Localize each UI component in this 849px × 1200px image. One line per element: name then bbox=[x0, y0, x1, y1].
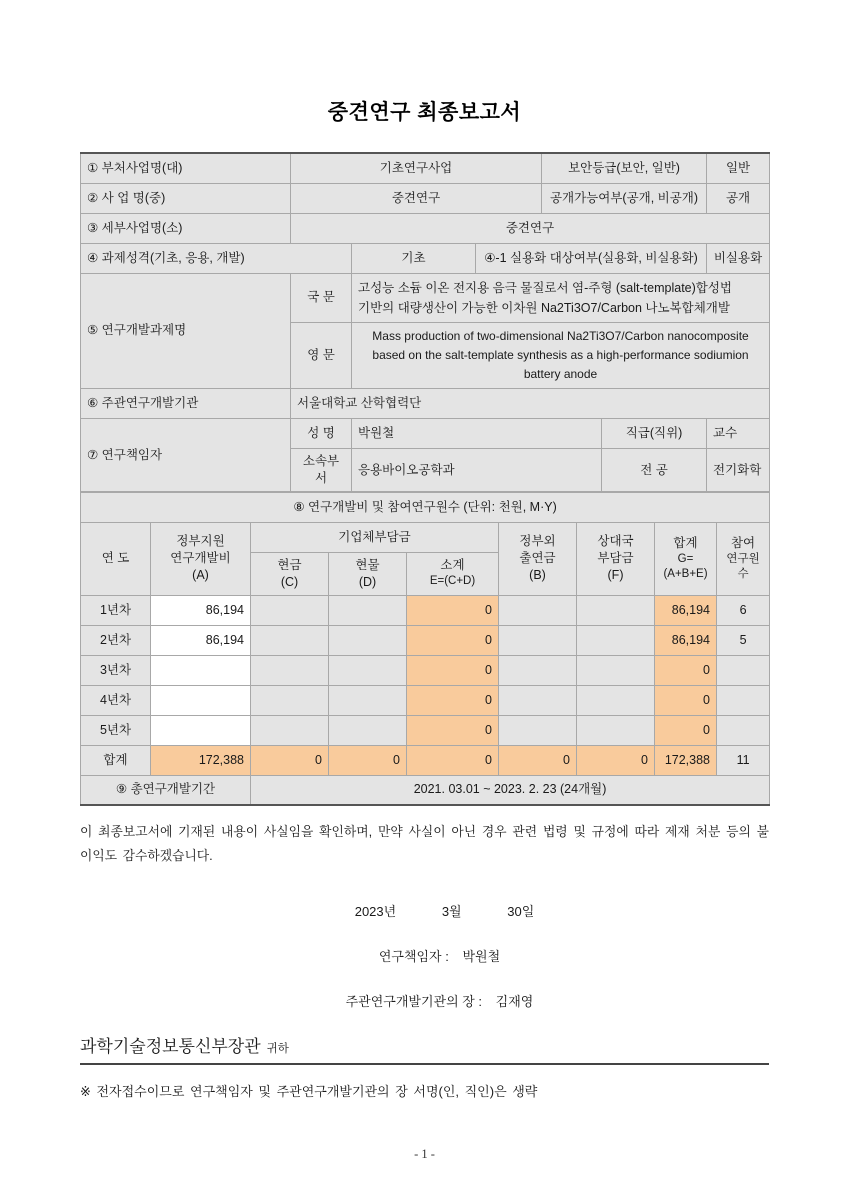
english-title-line-2: based on the salt-template synthesis as a high-performance sodiumion bbox=[372, 347, 749, 362]
row-subtotal: 0 bbox=[407, 625, 499, 655]
row-total: 0 bbox=[655, 715, 717, 745]
table-row bbox=[81, 715, 770, 745]
row-inkind bbox=[329, 595, 407, 625]
header-partner-l3: (F) bbox=[607, 568, 624, 583]
total-cash: 0 bbox=[251, 745, 329, 775]
host-organization-label: ⑥ 주관연구개발기관 bbox=[81, 389, 291, 419]
program-name-label: ② 사 업 명(중) bbox=[81, 183, 291, 213]
date-month: 3월 bbox=[441, 904, 462, 920]
header-total-l1: 합계 bbox=[673, 535, 698, 550]
header-subtotal-l2: E=(C+D) bbox=[429, 575, 476, 588]
korean-title-line-1: 고성능 소듐 이온 전지용 음극 물질로서 염-주형 (salt-template)합성법 bbox=[358, 280, 733, 295]
table-row bbox=[81, 183, 770, 213]
budget-caption: ⑧ 연구개발비 및 참여연구원수 (단위: 천원, M·Y) bbox=[81, 492, 770, 522]
row-subtotal: 0 bbox=[407, 595, 499, 625]
ministry-program-label: ① 부처사업명(대) bbox=[81, 153, 291, 183]
header-total bbox=[655, 522, 717, 595]
row-partner bbox=[577, 685, 655, 715]
row-inkind bbox=[329, 655, 407, 685]
header-subtotal-l1: 소계 bbox=[440, 558, 465, 573]
english-title-value bbox=[352, 322, 770, 389]
header-partner-l1: 상대국 bbox=[597, 534, 634, 549]
project-character-value: 기초 bbox=[352, 243, 476, 273]
table-row bbox=[81, 243, 770, 273]
english-title-line-1: Mass production of two-dimensional Na2Ti3O7/Carbon nanocomposite bbox=[372, 328, 749, 343]
subprogram-label: ③ 세부사업명(소) bbox=[81, 213, 291, 243]
table-row bbox=[81, 273, 770, 322]
project-title-label: ⑤ 연구개발과제명 bbox=[81, 273, 291, 389]
project-character-label: ④ 과제성격(기초, 응용, 개발) bbox=[81, 243, 352, 273]
header-gov-fund bbox=[151, 522, 251, 595]
pi-major-value: 전기화학 bbox=[707, 449, 770, 492]
row-total: 86,194 bbox=[655, 595, 717, 625]
header-gov-fund-l1: 정부지원 bbox=[176, 534, 225, 549]
row-total: 86,194 bbox=[655, 625, 717, 655]
confirmation-statement bbox=[80, 820, 769, 867]
row-gov-fund bbox=[151, 715, 251, 745]
research-period-label: ⑨ 총연구개발기간 bbox=[81, 775, 251, 805]
header-year: 연 도 bbox=[81, 522, 151, 595]
header-total-l2: G=(A+B+E) bbox=[663, 552, 708, 581]
pi-position-label: 직급(직위) bbox=[602, 419, 707, 449]
row-total: 0 bbox=[655, 685, 717, 715]
pi-dept-value: 응용바이오공학과 bbox=[352, 449, 602, 492]
header-nongov-l1: 정부외 bbox=[519, 534, 556, 549]
row-researchers bbox=[717, 685, 770, 715]
row-partner bbox=[577, 655, 655, 685]
header-researchers-l2: 연구원수 bbox=[726, 552, 760, 581]
total-partner: 0 bbox=[577, 745, 655, 775]
total-inkind: 0 bbox=[329, 745, 407, 775]
header-inkind-l1: 현물 bbox=[355, 557, 380, 572]
pi-major-label: 전 공 bbox=[602, 449, 707, 492]
header-researchers bbox=[717, 522, 770, 595]
header-inkind-l2: (D) bbox=[358, 574, 377, 589]
row-inkind bbox=[329, 715, 407, 745]
header-nongov-l3: (B) bbox=[529, 568, 546, 583]
row-cash bbox=[251, 655, 329, 685]
budget-total-row bbox=[81, 745, 770, 775]
electronic-submission-note: ※ 전자접수이므로 연구책임자 및 주관연구개발기관의 장 서명(인, 직인)은 생략 bbox=[80, 1084, 538, 1100]
header-cash-l2: (C) bbox=[280, 574, 299, 589]
header-cash-l1: 현금 bbox=[277, 557, 302, 572]
row-gov-fund bbox=[151, 655, 251, 685]
row-gov-fund: 86,194 bbox=[151, 595, 251, 625]
english-title-line-3: battery anode bbox=[523, 366, 598, 381]
row-year: 5년차 bbox=[81, 715, 151, 745]
korean-title-label: 국 문 bbox=[291, 273, 352, 322]
header-partner-l2: 부담금 bbox=[597, 551, 634, 566]
pi-signature-name: 박원철 bbox=[462, 949, 501, 965]
header-inkind bbox=[329, 552, 407, 595]
row-partner bbox=[577, 595, 655, 625]
research-period-value: 2021. 03.01 ~ 2023. 2. 23 (24개월) bbox=[251, 775, 770, 805]
commercialization-value: 비실용화 bbox=[707, 243, 770, 273]
date-year: 2023년 bbox=[354, 904, 397, 920]
row-inkind bbox=[329, 685, 407, 715]
row-inkind bbox=[329, 625, 407, 655]
recipient-line bbox=[80, 1032, 769, 1065]
row-year: 2년차 bbox=[81, 625, 151, 655]
header-nongov-l2: 출연금 bbox=[519, 551, 556, 566]
row-nongov bbox=[499, 595, 577, 625]
table-row bbox=[81, 625, 770, 655]
security-level-label: 보안등급(보안, 일반) bbox=[542, 153, 707, 183]
pi-signature-label: 연구책임자 : bbox=[378, 949, 449, 965]
row-cash bbox=[251, 685, 329, 715]
table-row bbox=[81, 685, 770, 715]
row-cash bbox=[251, 595, 329, 625]
table-row bbox=[81, 389, 770, 419]
statement-line-1: 이 최종보고서에 기재된 내용이 사실임을 확인하며, 만약 사실이 아닌 경우 관련 법령 및 규정에 따라 제재 bbox=[80, 824, 690, 840]
budget-table bbox=[80, 492, 770, 806]
row-nongov bbox=[499, 715, 577, 745]
security-level-value: 일반 bbox=[707, 153, 770, 183]
disclosure-label: 공개가능여부(공개, 비공개) bbox=[542, 183, 707, 213]
principal-investigator-label: ⑦ 연구책임자 bbox=[81, 419, 291, 492]
row-cash bbox=[251, 625, 329, 655]
row-gov-fund: 86,194 bbox=[151, 625, 251, 655]
subprogram-value: 중견연구 bbox=[291, 213, 770, 243]
commercialization-label: ④-1 실용화 대상여부(실용화, 비실용화) bbox=[476, 243, 707, 273]
total-subtotal: 0 bbox=[407, 745, 499, 775]
row-nongov bbox=[499, 685, 577, 715]
pi-name-value: 박원철 bbox=[352, 419, 602, 449]
org-head-signature-line bbox=[80, 991, 769, 1010]
signature-date bbox=[80, 901, 769, 920]
header-cash bbox=[251, 552, 329, 595]
row-researchers bbox=[717, 655, 770, 685]
statement-line-2: 처분 등의 불이익도 감수하겠습니다. bbox=[80, 824, 770, 863]
disclosure-value: 공개 bbox=[707, 183, 770, 213]
org-head-signature-label: 주관연구개발기관의 장 : bbox=[345, 994, 483, 1010]
pi-dept-label: 소속부서 bbox=[291, 449, 352, 492]
row-year: 1년차 bbox=[81, 595, 151, 625]
recipient-title: 과학기술정보통신부장관 bbox=[80, 1037, 261, 1057]
total-nongov: 0 bbox=[499, 745, 577, 775]
pi-signature-line bbox=[80, 946, 769, 965]
total-researchers: 11 bbox=[717, 745, 770, 775]
header-gov-fund-l2: 연구개발비 bbox=[170, 551, 231, 566]
row-nongov bbox=[499, 625, 577, 655]
pi-name-label: 성 명 bbox=[291, 419, 352, 449]
header-company-contribution: 기업체부담금 bbox=[251, 522, 499, 552]
table-row bbox=[81, 419, 770, 449]
page-title: 중견연구 최종보고서 bbox=[327, 101, 522, 124]
row-total: 0 bbox=[655, 655, 717, 685]
project-info-table bbox=[80, 152, 770, 492]
row-cash bbox=[251, 715, 329, 745]
row-researchers: 6 bbox=[717, 595, 770, 625]
row-partner bbox=[577, 625, 655, 655]
header-partner-country bbox=[577, 522, 655, 595]
row-nongov bbox=[499, 655, 577, 685]
row-year: 3년차 bbox=[81, 655, 151, 685]
budget-header-row bbox=[81, 522, 770, 552]
row-subtotal: 0 bbox=[407, 655, 499, 685]
row-year: 4년차 bbox=[81, 685, 151, 715]
header-subtotal bbox=[407, 552, 499, 595]
row-partner bbox=[577, 715, 655, 745]
table-row bbox=[81, 775, 770, 805]
korean-title-line-2: 기반의 대량생산이 가능한 이차원 Na2Ti3O7/Carbon 나노복합체개발 bbox=[358, 300, 730, 315]
program-name-value: 중견연구 bbox=[291, 183, 542, 213]
total-grand: 172,388 bbox=[655, 745, 717, 775]
row-researchers: 5 bbox=[717, 625, 770, 655]
pi-position-value: 교수 bbox=[707, 419, 770, 449]
table-row bbox=[81, 213, 770, 243]
row-gov-fund bbox=[151, 685, 251, 715]
table-row bbox=[81, 655, 770, 685]
recipient-honorific: 귀하 bbox=[266, 1043, 289, 1056]
table-row bbox=[81, 595, 770, 625]
total-row-label: 합계 bbox=[81, 745, 151, 775]
row-subtotal: 0 bbox=[407, 715, 499, 745]
budget-caption-row bbox=[81, 492, 770, 522]
english-title-label: 영 문 bbox=[291, 322, 352, 389]
org-head-signature-name: 김재영 bbox=[495, 994, 534, 1010]
ministry-program-value: 기초연구사업 bbox=[291, 153, 542, 183]
table-row bbox=[81, 153, 770, 183]
total-gov-fund: 172,388 bbox=[151, 745, 251, 775]
row-subtotal: 0 bbox=[407, 685, 499, 715]
page-number: - 1 - bbox=[414, 1147, 435, 1161]
date-day: 30일 bbox=[507, 904, 535, 920]
row-researchers bbox=[717, 715, 770, 745]
korean-title-value bbox=[352, 273, 770, 322]
host-organization-value: 서울대학교 산학협력단 bbox=[291, 389, 770, 419]
header-nongov-fund bbox=[499, 522, 577, 595]
header-gov-fund-l3: (A) bbox=[192, 568, 209, 583]
header-researchers-l1: 참여 bbox=[730, 535, 756, 550]
